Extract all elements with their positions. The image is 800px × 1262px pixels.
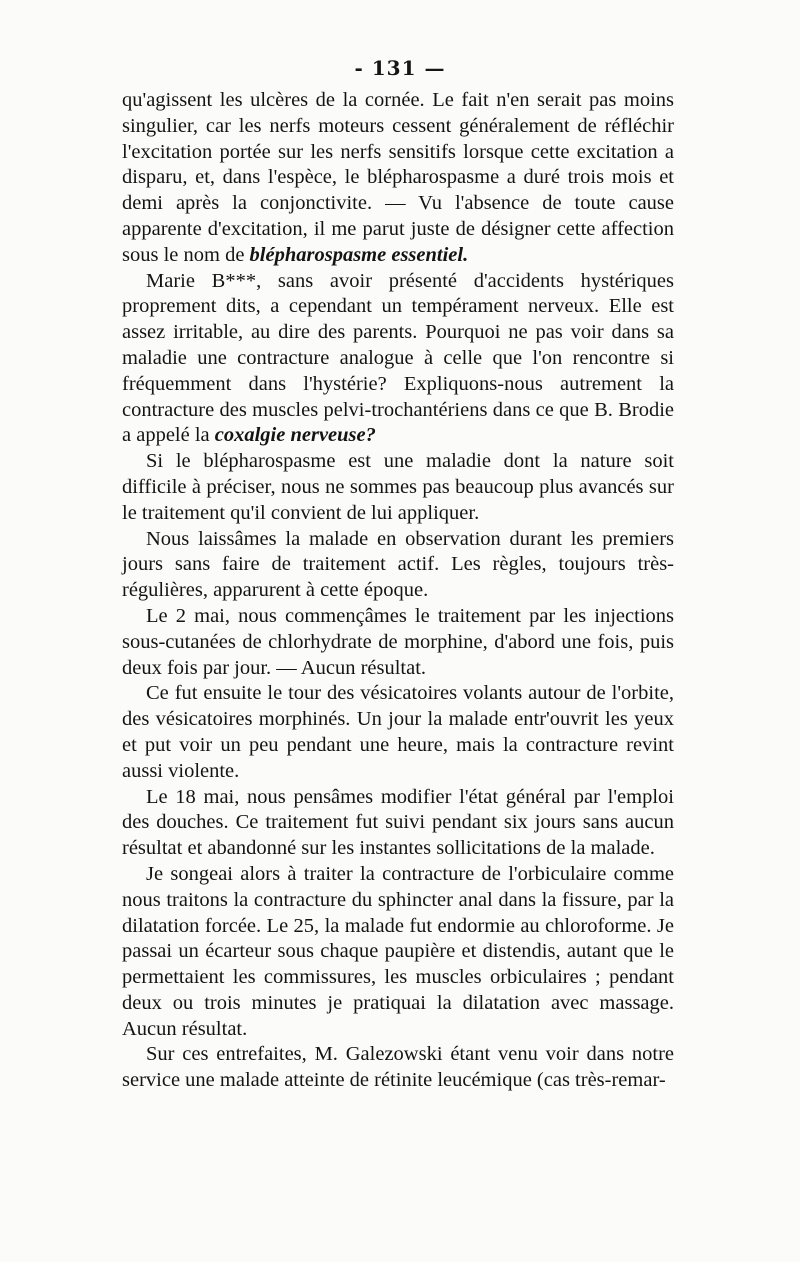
paragraph-text: Je songeai alors à traiter la contracture de l'orbiculaire comme nous traitons la contracture du sphincter anal dans la fissure, par la dilatation forcée. Le 25, la malade fut endormie au chloroforme. Je passai un écarteur sous chaque paupière et distendis, autant que le permettaient les commissures, les muscles orbiculaires ; pendant deux ou trois minutes je pratiquai la dilatation avec massage. Aucun résultat. — [122, 862, 674, 1040]
paragraph-4 — [122, 527, 674, 604]
paragraph-text: Nous laissâmes la malade en observation durant les premiers jours sans faire de traitement actif. Les règles, toujours très-régulières, apparurent à cette époque. — [122, 527, 674, 602]
paragraph-text: Si le blépharospasme est une maladie dont la nature soit difficile à préciser, nous ne sommes pas beaucoup plus avancés sur le traitement qu'il convient de lui appliquer. — [122, 450, 674, 524]
paragraph-3 — [122, 449, 674, 526]
italic-term: coxalgie nerveuse? — [214, 424, 376, 447]
paragraph-7 — [122, 785, 674, 862]
paragraph-text: Ce fut ensuite le tour des vésicatoires volants autour de l'orbite, des vésicatoires morphinés. Un jour la malade entr'ouvrit les yeux et put voir un peu pendant une heure, mais la contracture revint aussi violente. — [122, 682, 674, 782]
paragraph-text: Marie B***, sans avoir présenté d'accidents hystériques proprement dits, a cependant un tempérament nerveux. Elle est assez irritable, au dire des parents. Pourquoi ne pas voir dans sa maladie une contracture analogue à celle que l'on rencontre si fréquemment dans l'hystérie? Expliquons-nous autrement la contracture des muscles pelvi-trochantériens dans ce que B. Brodie a appelé la — [122, 269, 674, 447]
paragraph-2 — [122, 269, 674, 450]
italic-term: blépharospasme essentiel. — [249, 243, 469, 266]
paragraph-text: Le 18 mai, nous pensâmes modifier l'état général par l'emploi des douches. Ce traitement fut suivi pendant six jours sans aucun résultat et abandonné sur les instantes sollicitations de la malade. — [122, 785, 674, 860]
paragraph-5 — [122, 604, 674, 681]
paragraph-text: qu'agissent les ulcères de la cornée. Le fait n'en serait pas moins singulier, car les nerfs moteurs cessent généralement de réfléchir l'excitation portée sur les nerfs sensitifs lorsque cette excitation a disparu, et, dans l'espèce, le blépharospasme a duré trois mois et demi après la conjonctivite. — Vu l'absence de toute cause apparente d'excitation, il me parut juste de désigner cette affection sous le nom de — [122, 89, 674, 266]
paragraph-text: Le 2 mai, nous commençâmes le traitement par les injections sous-cutanées de chlorhydrate de morphine, d'abord une fois, puis deux fois par jour. — Aucun résultat. — [122, 604, 674, 679]
body-text — [122, 88, 674, 1094]
page-number: - 131 — — [354, 56, 446, 80]
paragraph-text: Sur ces entrefaites, M. Galezowski étant venu voir dans notre service une malade atteinte de rétinite leucémique (cas très-remar- — [122, 1043, 674, 1092]
paragraph-1 — [122, 88, 674, 269]
paragraph-9 — [122, 1042, 674, 1094]
paragraph-6 — [122, 681, 674, 784]
paragraph-8 — [122, 862, 674, 1043]
